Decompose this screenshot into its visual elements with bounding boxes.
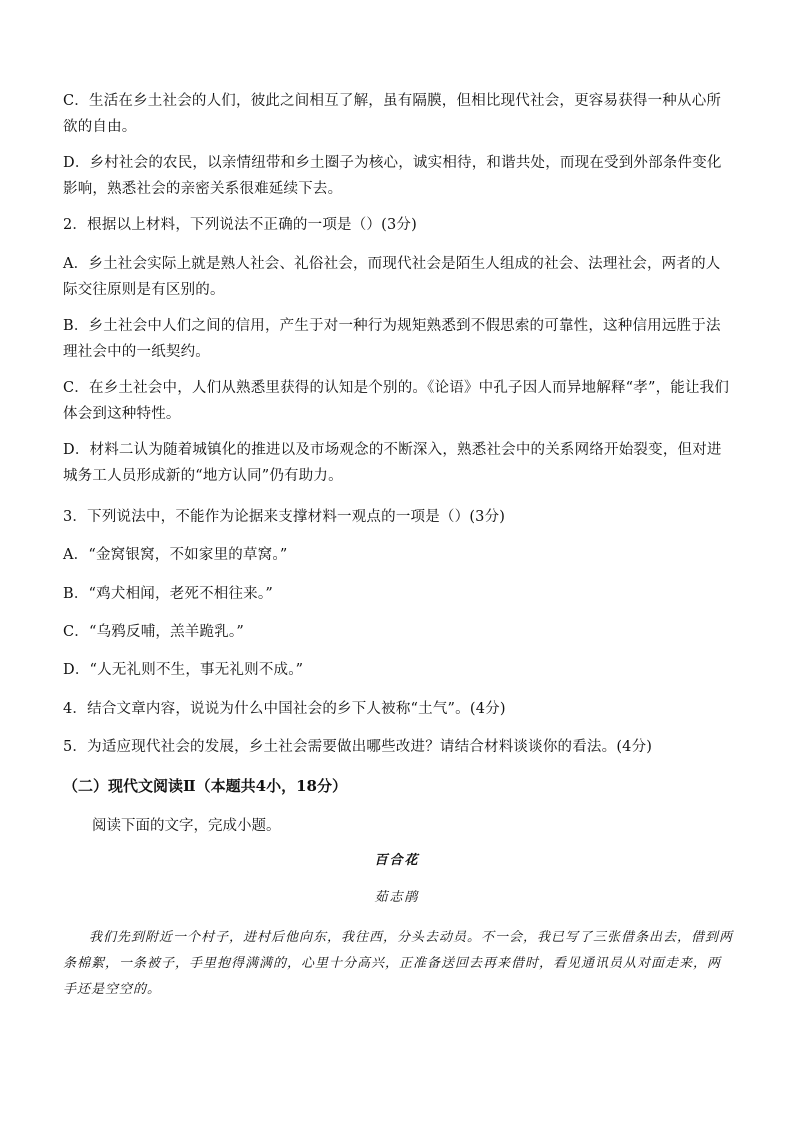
q3-option-c: C．“乌鸦反哺，羔羊跪乳。” (63, 624, 244, 640)
q2-option-b: B．乡土社会中人们之间的信用，产生于对一种行为规矩熟悉到不假思索的可靠性，这种信用远胜于法理社会中的一纸契约。 (63, 318, 721, 360)
story-author: 茹志鹃 (374, 890, 420, 905)
q1-option-d: D．乡村社会的农民，以亲情纽带和乡土圈子为核心，诚实相待，和谐共处，而现在受到外部条件变化影响，熟悉社会的亲密关系很难延续下去。 (63, 155, 722, 197)
story-body: 我们先到附近一个村子，进村后他向东，我往西，分头去动员。不一会，我已写了三张借条出去，借到两条棉絮，一条被子，手里抱得满满的，心里十分高兴，正准备送回去再来借时，看见通讯员从对面走来，两手还是空空的。 (63, 930, 734, 997)
q2-option-a: A．乡土社会实际上就是熟人社会、礼俗社会，而现代社会是陌生人组成的社会、法理社会，两者的人际交往原则是有区别的。 (63, 256, 721, 298)
q1-option-c: C．生活在乡土社会的人们，彼此之间相互了解，虽有隔膜，但相比现代社会，更容易获得一种从心所欲的自由。 (63, 93, 722, 135)
q4-stem: 4．结合文章内容，说说为什么中国社会的乡下人被称“土气”。(4分) (63, 701, 506, 717)
q3-stem: 3．下列说法中，不能作为论据来支撑材料一观点的一项是（）(3分) (63, 509, 506, 525)
q2-stem: 2．根据以上材料，下列说法不正确的一项是（）(3分) (63, 217, 417, 233)
q3-option-d: D．“人无礼则不生，事无礼则不成。” (63, 662, 304, 678)
q3-option-b: B．“鸡犬相闻，老死不相往来。” (63, 586, 273, 602)
q2-option-c: C．在乡土社会中，人们从熟悉里获得的认知是个别的。《论语》中孔子因人而异地解释“孝”，能让我们体会到这种特性。 (63, 380, 730, 422)
q5-stem: 5．为适应现代社会的发展，乡土社会需要做出哪些改进？请结合材料谈谈你的看法。(4分) (63, 739, 653, 755)
q2-option-d: D．材料二认为随着城镇化的推进以及市场观念的不断深入，熟悉社会中的关系网络开始裂变，但对进城务工人员形成新的“地方认同”仍有助力。 (63, 442, 722, 484)
section-title: （二）现代文阅读Ⅱ（本题共4小，18分） (63, 777, 347, 795)
story-title: 百合花 (374, 853, 420, 868)
q3-option-a: A．“金窝银窝，不如家里的草窝。” (63, 547, 288, 563)
reading-instruction: 阅读下面的文字，完成小题。 (92, 818, 281, 834)
